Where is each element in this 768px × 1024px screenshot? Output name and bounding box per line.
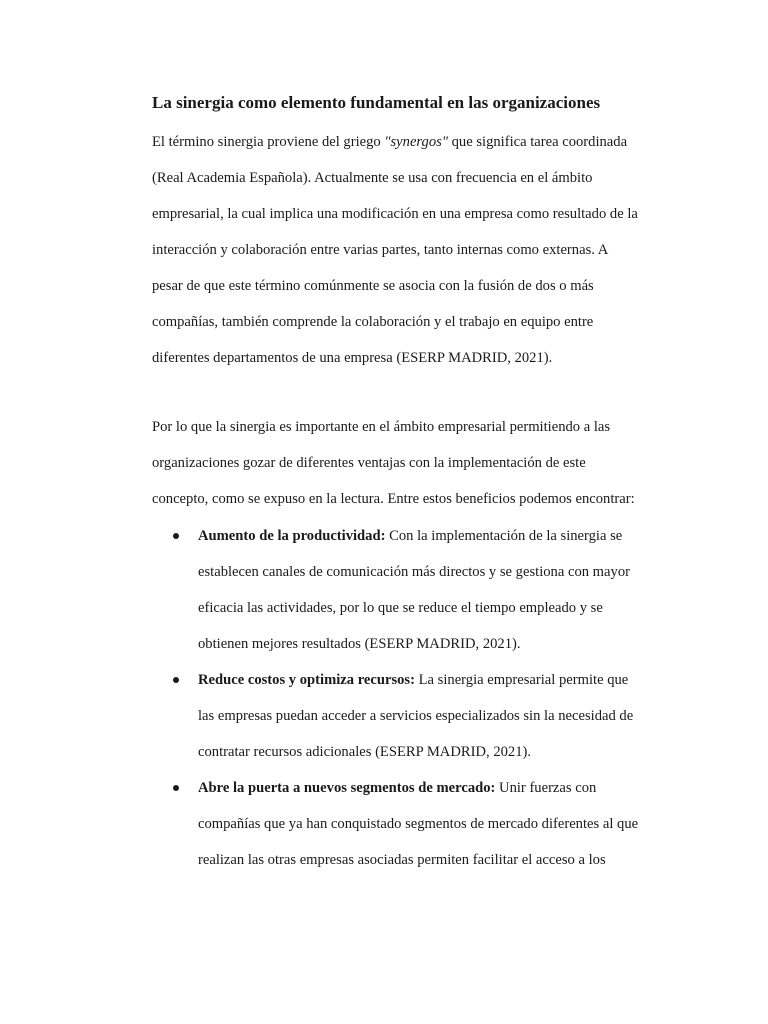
text-segment: La sinergia empresarial permite que	[414, 672, 629, 688]
list-item-line: obtienen mejores resultados (ESERP MADRID, 2021).	[198, 636, 521, 652]
list-item-line: contratar recursos adicionales (ESERP MADRID, 2021).	[198, 744, 532, 760]
paragraph-line: concepto, como se expuso en la lectura. Entre estos beneficios podemos encontrar:	[152, 491, 635, 507]
list-item-line: compañías que ya han conquistado segmentos de mercado diferentes al que	[198, 816, 639, 832]
bullet-icon	[173, 785, 179, 791]
paragraph-line: compañías, también comprende la colaboración y el trabajo en equipo entre	[152, 314, 594, 330]
list-item-line: las empresas puedan acceder a servicios especializados sin la necesidad de	[198, 708, 634, 724]
list-item-line	[198, 526, 622, 546]
text-segment: Con la implementación de la sinergia se	[385, 528, 623, 544]
paragraph-line: organizaciones gozar de diferentes ventajas con la implementación de este	[152, 455, 586, 471]
list-item-heading: Aumento de la productividad:	[198, 528, 386, 544]
text-segment: que significa tarea coordinada	[447, 134, 628, 150]
bullet-icon	[173, 533, 179, 539]
list-item-line: establecen canales de comunicación más directos y se gestiona con mayor	[198, 564, 630, 580]
list-item-line	[198, 778, 596, 798]
paragraph-line: Por lo que la sinergia es importante en el ámbito empresarial permitiendo a las	[152, 419, 611, 435]
paragraph-line: diferentes departamentos de una empresa (ESERP MADRID, 2021).	[152, 350, 553, 366]
paragraph-line: (Real Academia Española). Actualmente se usa con frecuencia en el ámbito	[152, 170, 593, 186]
italic-term: "synergos"	[384, 134, 448, 150]
paragraph-line: pesar de que este término comúnmente se asocia con la fusión de dos o más	[152, 278, 594, 294]
text-segment: El término sinergia proviene del griego	[152, 134, 385, 150]
text-segment: Unir fuerzas con	[495, 780, 597, 796]
paragraph-line: interacción y colaboración entre varias partes, tanto internas como externas. A	[152, 242, 609, 258]
paragraph-line: empresarial, la cual implica una modificación en una empresa como resultado de la	[152, 206, 638, 222]
list-item-line: eficacia las actividades, por lo que se reduce el tiempo empleado y se	[198, 600, 603, 616]
document-title: La sinergia como elemento fundamental en las organizaciones	[152, 93, 601, 112]
bullet-icon	[173, 677, 179, 683]
list-item-heading: Reduce costos y optimiza recursos:	[198, 672, 415, 688]
list-item-line	[198, 670, 628, 690]
list-item-line: realizan las otras empresas asociadas permiten facilitar el acceso a los	[198, 852, 606, 868]
list-item-heading: Abre la puerta a nuevos segmentos de mercado:	[198, 780, 496, 796]
